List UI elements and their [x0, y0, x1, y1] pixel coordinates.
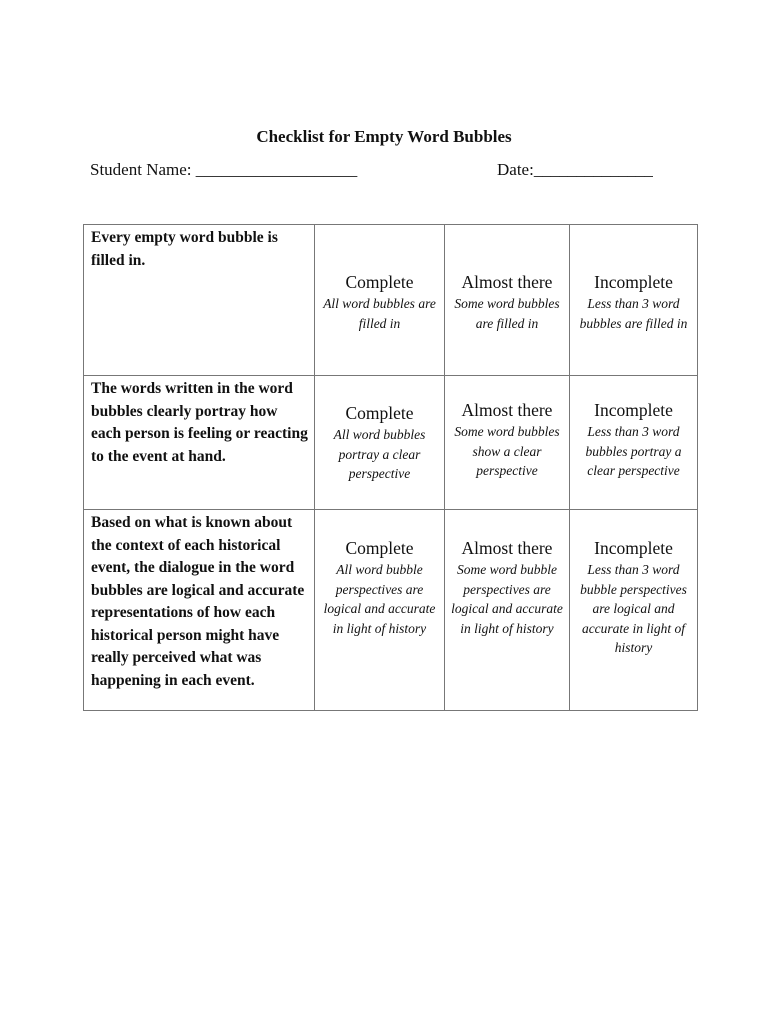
level-cell-almost-there	[445, 510, 570, 711]
criterion-cell: The words written in the word bubbles clearly portray how each person is feeling or reacting to the event at hand.	[84, 376, 315, 510]
level-cell-complete	[315, 376, 445, 510]
level-cell-complete	[315, 225, 445, 376]
level-cell-incomplete	[570, 376, 698, 510]
level-description: Less than 3 word bubbles portray a clear perspective	[585, 424, 682, 478]
level-name: Incomplete	[594, 272, 673, 292]
document-title: Checklist for Empty Word Bubbles	[256, 127, 512, 146]
level-name: Incomplete	[594, 538, 673, 558]
level-name: Complete	[345, 272, 414, 292]
level-description: Some word bubbles show a clear perspective	[454, 424, 560, 478]
rubric-table	[83, 224, 698, 711]
level-cell-complete	[315, 510, 445, 711]
student-name-line: Student Name: ___________________	[90, 160, 358, 179]
level-name: Complete	[345, 538, 414, 558]
level-description: All word bubble perspectives are logical and accurate in light of history	[323, 562, 436, 636]
rubric-row-historical-accuracy	[84, 510, 698, 711]
level-cell-almost-there	[445, 376, 570, 510]
date-line: Date:______________	[497, 160, 653, 179]
level-name: Almost there	[461, 400, 553, 420]
level-name: Almost there	[461, 272, 553, 292]
level-description: Some word bubbles are filled in	[454, 296, 560, 331]
level-description: Less than 3 word bubble perspectives are logical and accurate in light of history	[580, 562, 687, 655]
level-name: Complete	[345, 403, 414, 423]
criterion-cell: Every empty word bubble is filled in.	[84, 225, 315, 376]
level-cell-incomplete	[570, 225, 698, 376]
level-cell-almost-there	[445, 225, 570, 376]
level-description: Less than 3 word bubbles are filled in	[579, 296, 688, 331]
level-name: Almost there	[461, 538, 553, 558]
level-name: Incomplete	[594, 400, 673, 420]
level-cell-incomplete	[570, 510, 698, 711]
level-description: All word bubbles are filled in	[323, 296, 436, 331]
criterion-cell: Based on what is known about the context of each historical event, the dialogue in the word bubbles are logical and accurate representations of how each historical person might have really perceived what was happening in each event.	[84, 510, 315, 711]
rubric-row-portray-feeling	[84, 376, 698, 510]
rubric-row-filled-in	[84, 225, 698, 376]
level-description: All word bubbles portray a clear perspective	[333, 427, 426, 481]
level-description: Some word bubble perspectives are logical and accurate in light of history	[451, 562, 563, 636]
